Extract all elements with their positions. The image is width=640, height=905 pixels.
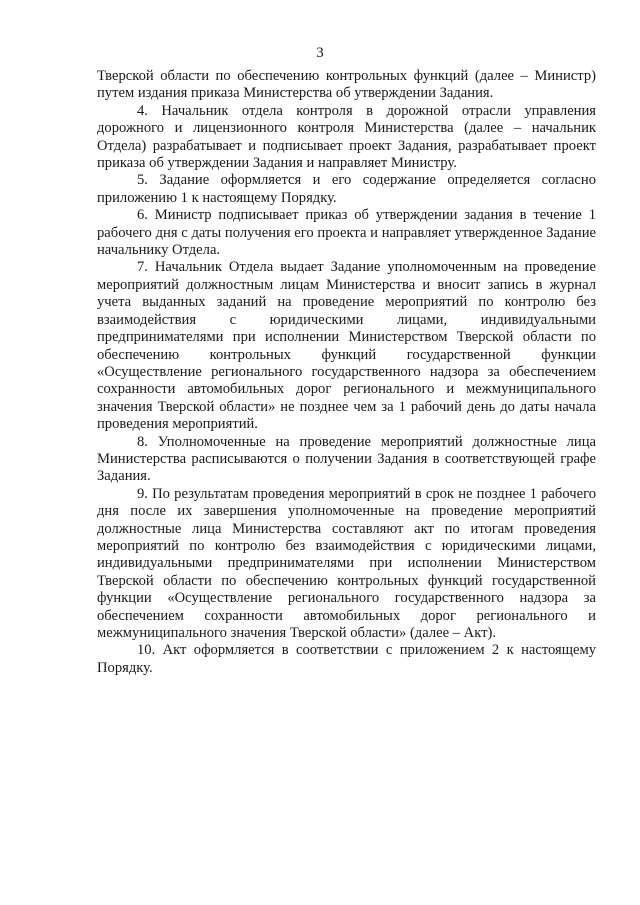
paragraph-continuation: Тверской области по обеспечению контрольных функций (далее – Министр) путем издания приказа Министерства об утверждении Задания. [97, 68, 596, 102]
paragraph-item-4: 4. Начальник отдела контроля в дорожной отрасли управления дорожного и лицензионного контроля Министерства (далее – начальник Отдела) разрабатывает и подписывает проект Задания, разрабатывает проект приказа об утверждении Задания и направляет Министру. [97, 102, 596, 172]
paragraph-item-7: 7. Начальник Отдела выдает Задание уполномоченным на проведение мероприятий должностным лицам Министерства и вносит запись в журнал учета выданных заданий на проведение мероприятий по контролю без взаимодействия с юридическими лицами, индивидуальными предпринимателями при исполнении Министерством Тверской области по обеспечению контрольных функций государственной функции «Осуществление регионального государственного надзора за обеспечением сохранности автомобильных дорог регионального и межмуниципального значения Тверской области» не позднее чем за 1 рабочий день до даты начала проведения мероприятий. [97, 259, 596, 433]
paragraph-item-10: 10. Акт оформляется в соответствии с приложением 2 к настоящему Порядку. [97, 642, 596, 676]
document-body [97, 68, 596, 677]
paragraph-item-8: 8. Уполномоченные на проведение мероприятий должностные лица Министерства расписываются о получении Задания в соответствующей графе Задания. [97, 433, 596, 485]
page-number: 3 [316, 45, 324, 61]
paragraph-item-9: 9. По результатам проведения мероприятий в срок не позднее 1 рабочего дня после их завершения уполномоченные на проведение мероприятий должностные лица Министерства составляют акт по итогам проведения мероприятий по контролю без взаимодействия с юридическими лицами, индивидуальными предпринимателями при исполнении Министерством Тверской области по обеспечению контрольных функций государственной функции «Осуществление регионального государственного надзора за обеспечением сохранности автомобильных дорог регионального и межмуниципального значения Тверской области» (далее – Акт). [97, 485, 596, 641]
paragraph-item-6: 6. Министр подписывает приказ об утверждении задания в течение 1 рабочего дня с даты получения его проекта и направляет утвержденное Задание начальнику Отдела. [97, 207, 596, 259]
paragraph-item-5: 5. Задание оформляется и его содержание определяется согласно приложению 1 к настоящему Порядку. [97, 172, 596, 206]
